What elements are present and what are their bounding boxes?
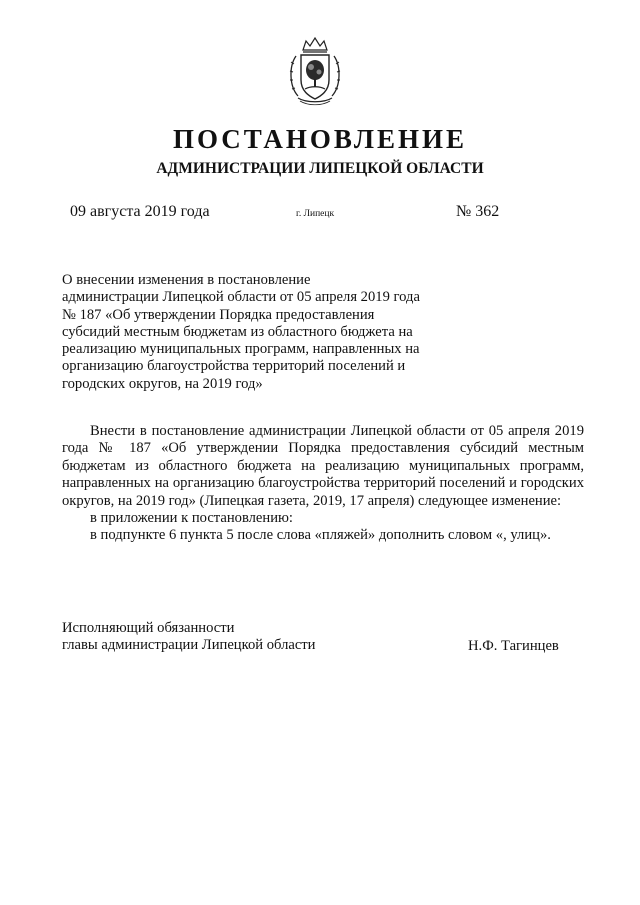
signature-line: Исполняющий обязанности (62, 620, 235, 636)
document-city: г. Липецк (296, 209, 335, 219)
coat-of-arms-emblem (286, 36, 344, 106)
document-number: № 362 (456, 203, 500, 220)
subject-line: реализацию муниципальных программ, направленных на (62, 341, 420, 358)
subject-line: субсидий местным бюджетам из областного бюджета на (62, 323, 413, 340)
body-paragraph: Внести в постановление администрации Липецкой области от 05 апреля 2019 года № 187 «Об утверждении Порядка предоставления субсидий местным бюджетам из областного бюджета на реализацию муниципальных программ, направленных на организацию благоустройства территорий поселений и городских округов, на 2019 год» (Липецкая газета, 2019, 17 апреля) следующее изменение: (62, 423, 584, 509)
document-subtitle: АДМИНИСТРАЦИИ ЛИПЕЦКОЙ ОБЛАСТИ (156, 160, 484, 177)
document-title: ПОСТАНОВЛЕНИЕ (172, 124, 468, 154)
document-date: 09 августа 2019 года (70, 203, 210, 220)
document-body (62, 423, 584, 545)
signature-position (62, 620, 316, 655)
signature-line: главы администрации Липецкой области (62, 637, 316, 654)
subject-line: организацию благоустройства территорий поселений и (62, 358, 406, 375)
body-paragraph: в подпункте 6 пункта 5 после слова «пляжей» дополнить словом «, улиц». (90, 527, 551, 544)
signatory-name: Н.Ф. Тагинцев (468, 638, 559, 654)
subject-line: № 187 «Об утверждении Порядка предоставления (62, 306, 375, 323)
subject-line: администрации Липецкой области от 05 апреля 2019 года (62, 289, 420, 306)
subject-line: О внесении изменения в постановление (62, 272, 311, 288)
body-paragraph: в приложении к постановлению: (90, 510, 293, 527)
document-subject (62, 272, 452, 393)
subject-line: городских округов, на 2019 год» (62, 375, 263, 392)
